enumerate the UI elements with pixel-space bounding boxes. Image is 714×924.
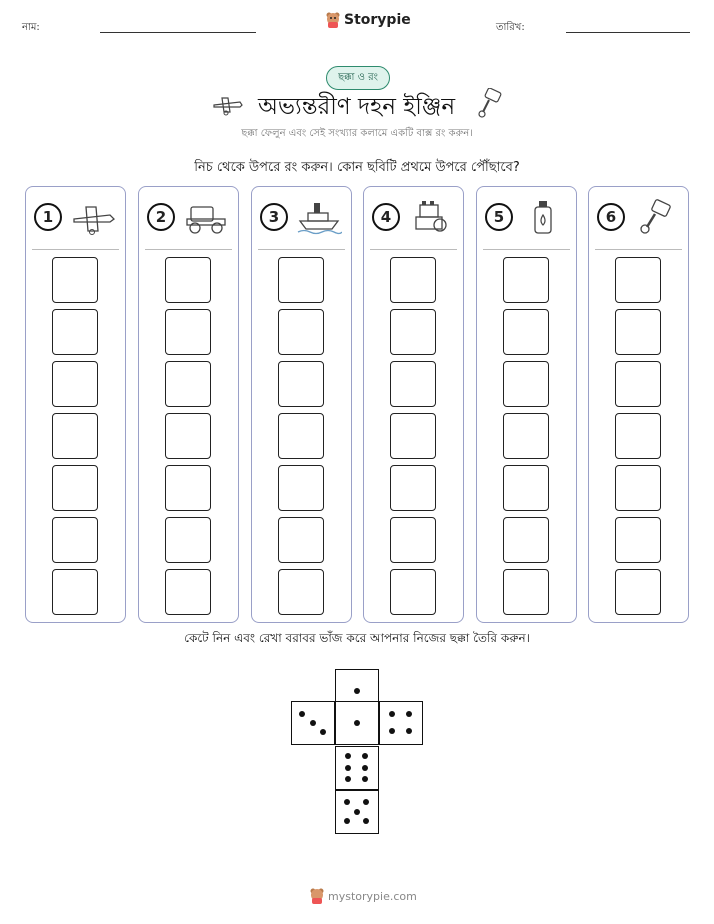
cut-instruction: কেটে নিন এবং রেখা বরাবর ভাঁজ করে আপনার নিজের ছক্কা তৈরি করুন। <box>184 631 530 645</box>
column-number: 3 <box>260 203 288 231</box>
piston-icon <box>476 88 502 118</box>
engine-icon <box>408 199 454 235</box>
color-box[interactable] <box>615 257 661 303</box>
dice-pip <box>354 809 360 815</box>
column-number: 2 <box>147 203 175 231</box>
dice-pip <box>363 799 369 805</box>
color-box[interactable] <box>615 569 661 615</box>
color-box[interactable] <box>615 517 661 563</box>
color-box[interactable] <box>52 257 98 303</box>
color-box[interactable] <box>165 309 211 355</box>
divider <box>258 249 345 250</box>
dice-face <box>335 746 379 790</box>
color-box[interactable] <box>503 569 549 615</box>
dice-pip <box>354 688 360 694</box>
color-box[interactable] <box>278 309 324 355</box>
dice-pip <box>344 799 350 805</box>
color-box[interactable] <box>52 517 98 563</box>
divider <box>370 249 457 250</box>
dice-pip <box>310 720 316 726</box>
color-box[interactable] <box>390 413 436 459</box>
color-box[interactable] <box>165 465 211 511</box>
dice-pip <box>363 818 369 824</box>
name-line[interactable] <box>100 32 256 33</box>
column-number: 1 <box>34 203 62 231</box>
dice-pip <box>362 765 368 771</box>
dice-face <box>379 701 423 745</box>
color-box[interactable] <box>390 257 436 303</box>
color-box[interactable] <box>52 413 98 459</box>
color-box[interactable] <box>390 569 436 615</box>
airplane-icon <box>70 199 116 235</box>
divider <box>483 249 570 250</box>
dice-pip <box>345 753 351 759</box>
color-box[interactable] <box>52 465 98 511</box>
color-box[interactable] <box>615 361 661 407</box>
color-box[interactable] <box>278 465 324 511</box>
dice-pip <box>320 729 326 735</box>
color-box[interactable] <box>52 569 98 615</box>
column-6 <box>588 186 689 623</box>
dice-pip <box>299 711 305 717</box>
column-number: 6 <box>597 203 625 231</box>
dice-pip <box>406 711 412 717</box>
dice-pip <box>344 818 350 824</box>
column-5 <box>476 186 577 623</box>
column-3 <box>251 186 352 623</box>
column-number: 4 <box>372 203 400 231</box>
dice-pip <box>345 765 351 771</box>
airplane-icon <box>212 94 244 116</box>
column-1 <box>25 186 126 623</box>
divider <box>595 249 682 250</box>
color-box[interactable] <box>278 361 324 407</box>
color-box[interactable] <box>503 413 549 459</box>
date-label: তারিখ: <box>496 22 525 33</box>
color-box[interactable] <box>503 465 549 511</box>
piston-icon <box>633 199 679 235</box>
dice-pip <box>354 720 360 726</box>
dice-face <box>291 701 335 745</box>
page-title: অভ্যন্তরীণ দহন ইঞ্জিন <box>258 94 456 120</box>
oil-bottle-icon <box>521 199 567 235</box>
color-box[interactable] <box>278 517 324 563</box>
color-box[interactable] <box>615 309 661 355</box>
color-box[interactable] <box>503 361 549 407</box>
dice-pip <box>362 776 368 782</box>
dice-pip <box>389 711 395 717</box>
dice-face <box>335 790 379 834</box>
brand-logo <box>326 12 411 28</box>
column-4 <box>363 186 464 623</box>
dice-face <box>335 701 379 745</box>
dice-pip <box>389 728 395 734</box>
bear-icon <box>326 12 340 28</box>
category-badge: ছক্কা ও রং <box>326 66 390 90</box>
subtitle: ছক্কা ফেলুন এবং সেই সংখ্যার কলামে একটি বাক্স রং করুন। <box>241 128 473 139</box>
color-box[interactable] <box>278 413 324 459</box>
color-box[interactable] <box>278 257 324 303</box>
color-box[interactable] <box>615 413 661 459</box>
steamboat-icon <box>296 199 342 235</box>
color-box[interactable] <box>503 309 549 355</box>
color-box[interactable] <box>165 569 211 615</box>
footer-url: mystorypie.com <box>328 889 417 903</box>
divider <box>32 249 119 250</box>
color-box[interactable] <box>390 361 436 407</box>
column-number: 5 <box>485 203 513 231</box>
dice-pip <box>345 776 351 782</box>
color-box[interactable] <box>615 465 661 511</box>
dice-pip <box>406 728 412 734</box>
color-box[interactable] <box>390 309 436 355</box>
color-box[interactable] <box>390 517 436 563</box>
color-box[interactable] <box>503 517 549 563</box>
brand-name: Storypie <box>344 12 411 28</box>
footer <box>310 888 417 904</box>
color-box[interactable] <box>165 361 211 407</box>
dice-pip <box>362 753 368 759</box>
name-label: নাম: <box>22 22 40 33</box>
color-box[interactable] <box>165 413 211 459</box>
color-box[interactable] <box>278 569 324 615</box>
column-2 <box>138 186 239 623</box>
color-box[interactable] <box>390 465 436 511</box>
divider <box>145 249 232 250</box>
color-box[interactable] <box>52 361 98 407</box>
question: নিচ থেকে উপরে রং করুন। কোন ছবিটি প্রথমে উপরে পৌঁছাবে? <box>194 160 520 175</box>
date-line[interactable] <box>566 32 690 33</box>
color-box[interactable] <box>165 257 211 303</box>
bear-icon <box>310 888 324 904</box>
color-box[interactable] <box>165 517 211 563</box>
color-box[interactable] <box>52 309 98 355</box>
color-box[interactable] <box>503 257 549 303</box>
vintage-car-icon <box>183 199 229 235</box>
